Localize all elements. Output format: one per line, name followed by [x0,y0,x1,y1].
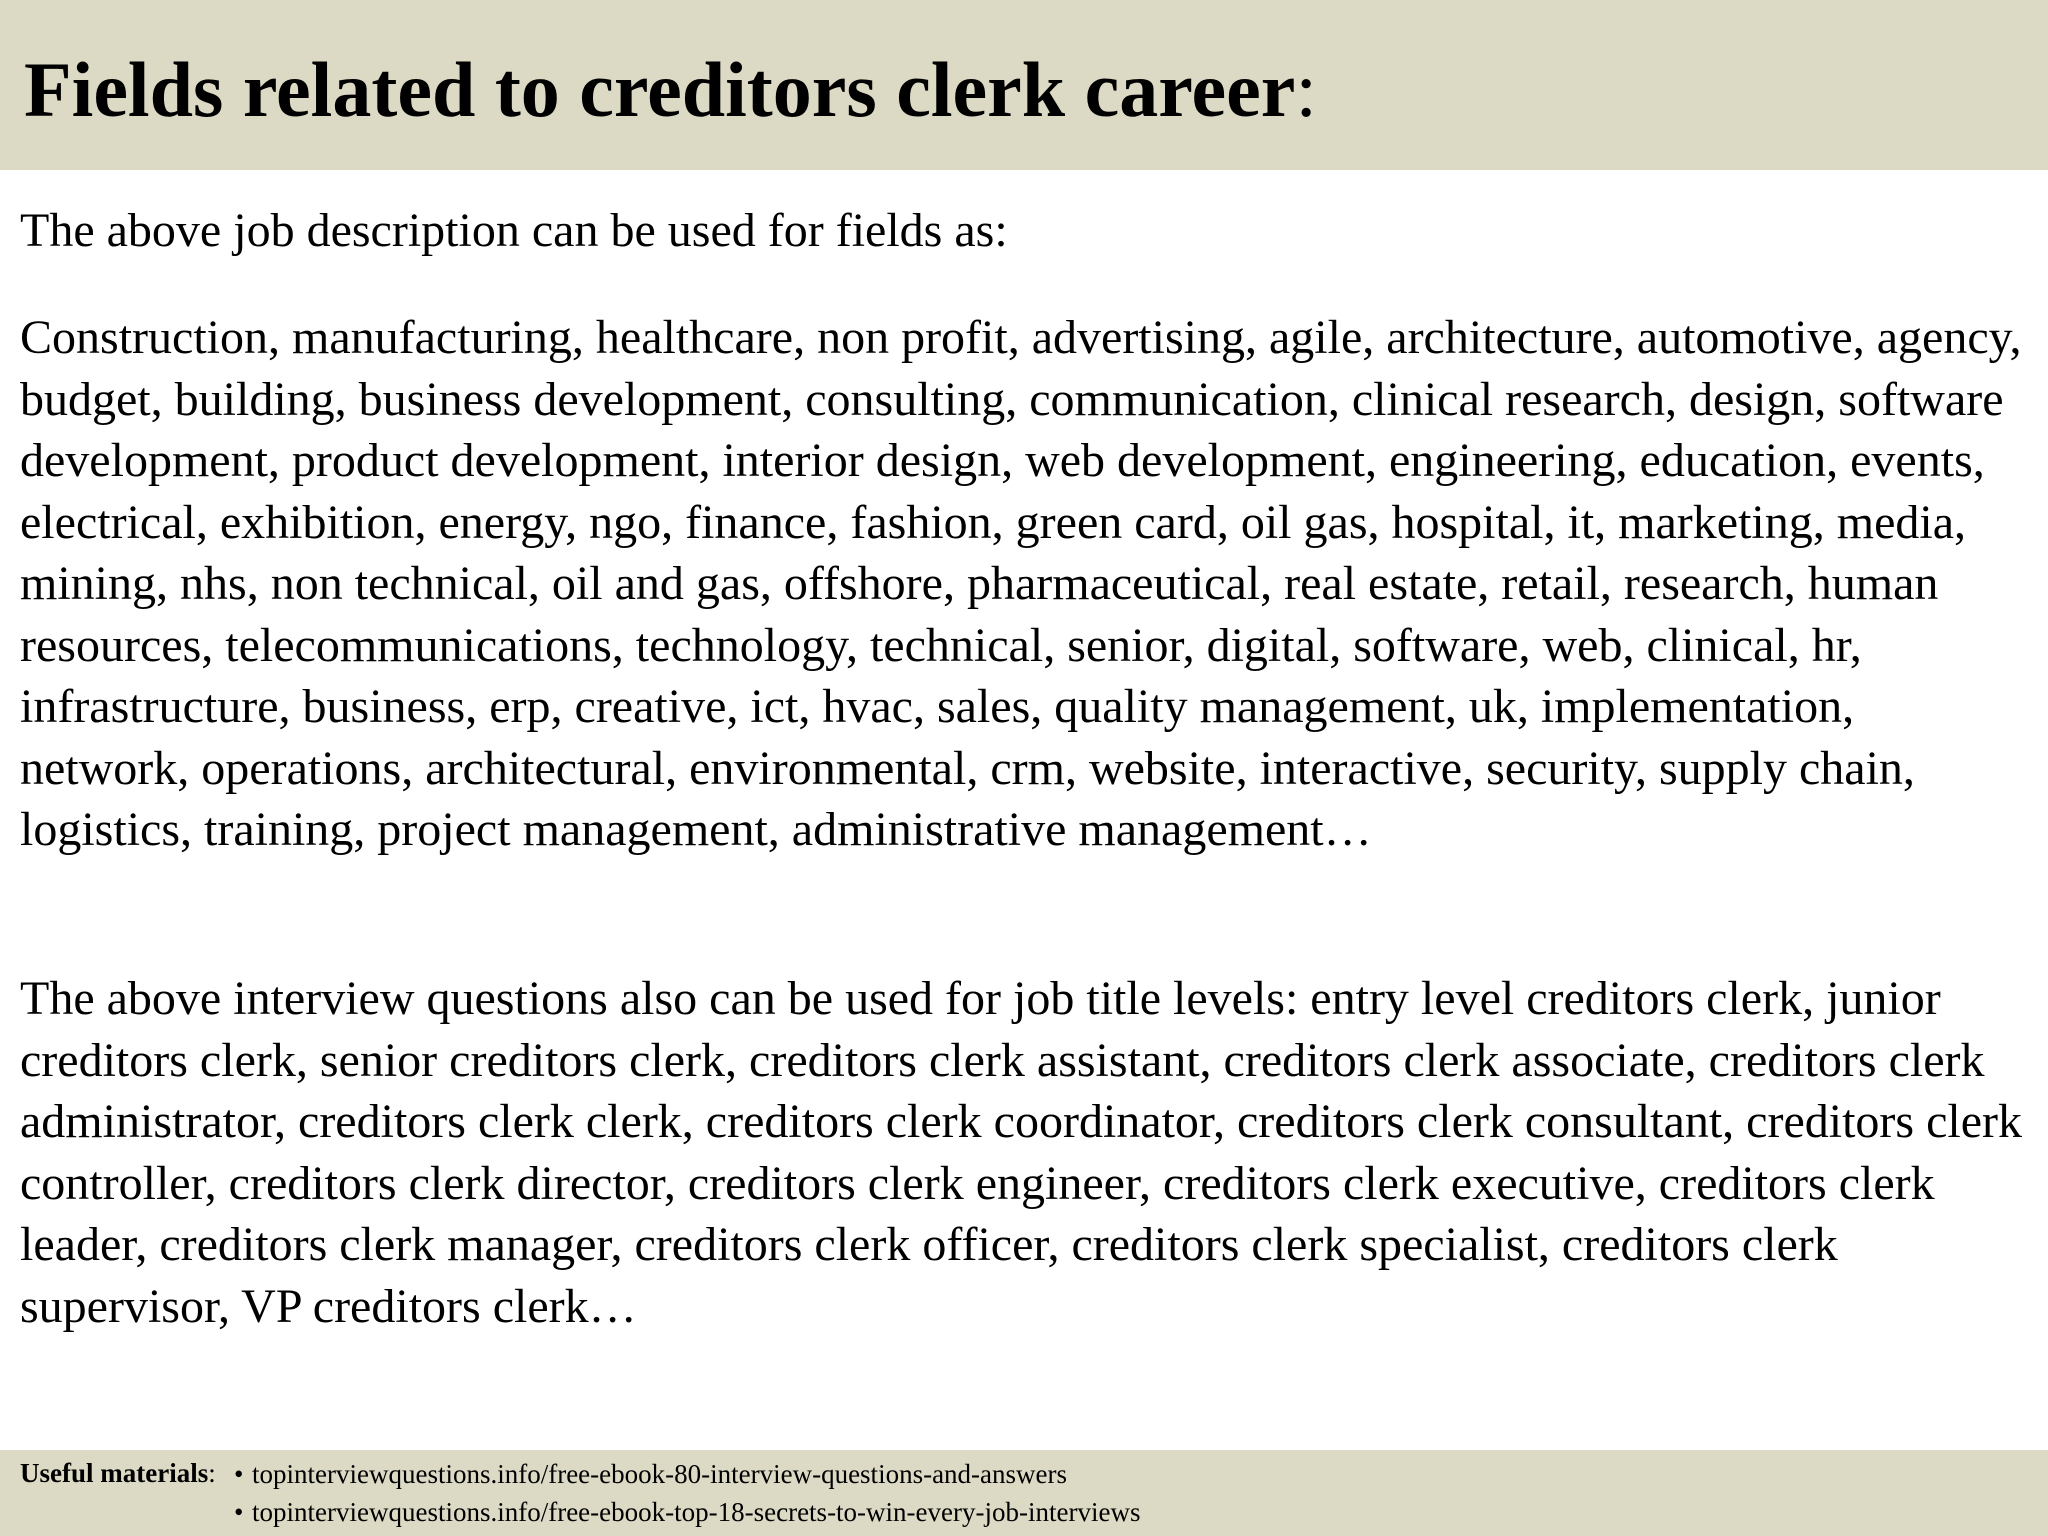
useful-materials-list [234,1455,1140,1531]
useful-material-item [234,1493,1140,1531]
slide-title-text: Fields related to creditors clerk career [24,46,1296,133]
footer-bar [0,1450,2048,1536]
useful-materials-label-text: Useful materials [20,1458,209,1488]
bullet-icon: • [234,1497,244,1527]
job-levels-text: The above interview questions also can be used for job title levels: entry level creditors clerk, junior creditors clerk, senior creditors clerk, creditors clerk assistant, creditors clerk associate, creditors clerk administrator, creditors clerk clerk, creditors clerk coordinator, creditors clerk consultant, creditors clerk controller, creditors clerk director, creditors clerk engineer, creditors clerk executive, creditors clerk leader, creditors clerk manager, creditors clerk officer, creditors clerk specialist, creditors clerk supervisor, VP creditors clerk… [20,972,2023,1333]
useful-material-link[interactable]: topinterviewquestions.info/free-ebook-80-interview-questions-and-answers [252,1459,1068,1489]
useful-material-item [234,1455,1140,1493]
slide-title [24,40,1317,140]
useful-material-link[interactable]: topinterviewquestions.info/free-ebook-top-18-secrets-to-win-every-job-interviews [252,1497,1141,1527]
slide-title-colon: : [1295,46,1318,133]
title-bar [0,0,2048,170]
fields-list-text: Construction, manufacturing, healthcare, non profit, advertising, agile, architecture, automotive, agency, budget, building, business development, consulting, communication, clinical research, design, software development, product development, interior design, web development, engineering, education, events, electrical, exhibition, energy, ngo, finance, fashion, green card, oil gas, hospital, it, marketing, media, mining, nhs, non technical, oil and gas, offshore, pharmaceutical, real estate, retail, research, human resources, telecommunications, technology, technical, senior, digital, software, web, clinical, hr, infrastructure, business, erp, creative, ict, hvac, sales, quality management, uk, implementation, network, operations, architectural, environmental, crm, website, interactive, security, supply chain, logistics, training, project management, administrative management… [20,311,2022,856]
intro-text: The above job description can be used for fields as: [20,204,1008,257]
bullet-icon: • [234,1459,244,1489]
useful-materials-label [20,1455,216,1491]
useful-materials-separator: : [208,1458,216,1488]
